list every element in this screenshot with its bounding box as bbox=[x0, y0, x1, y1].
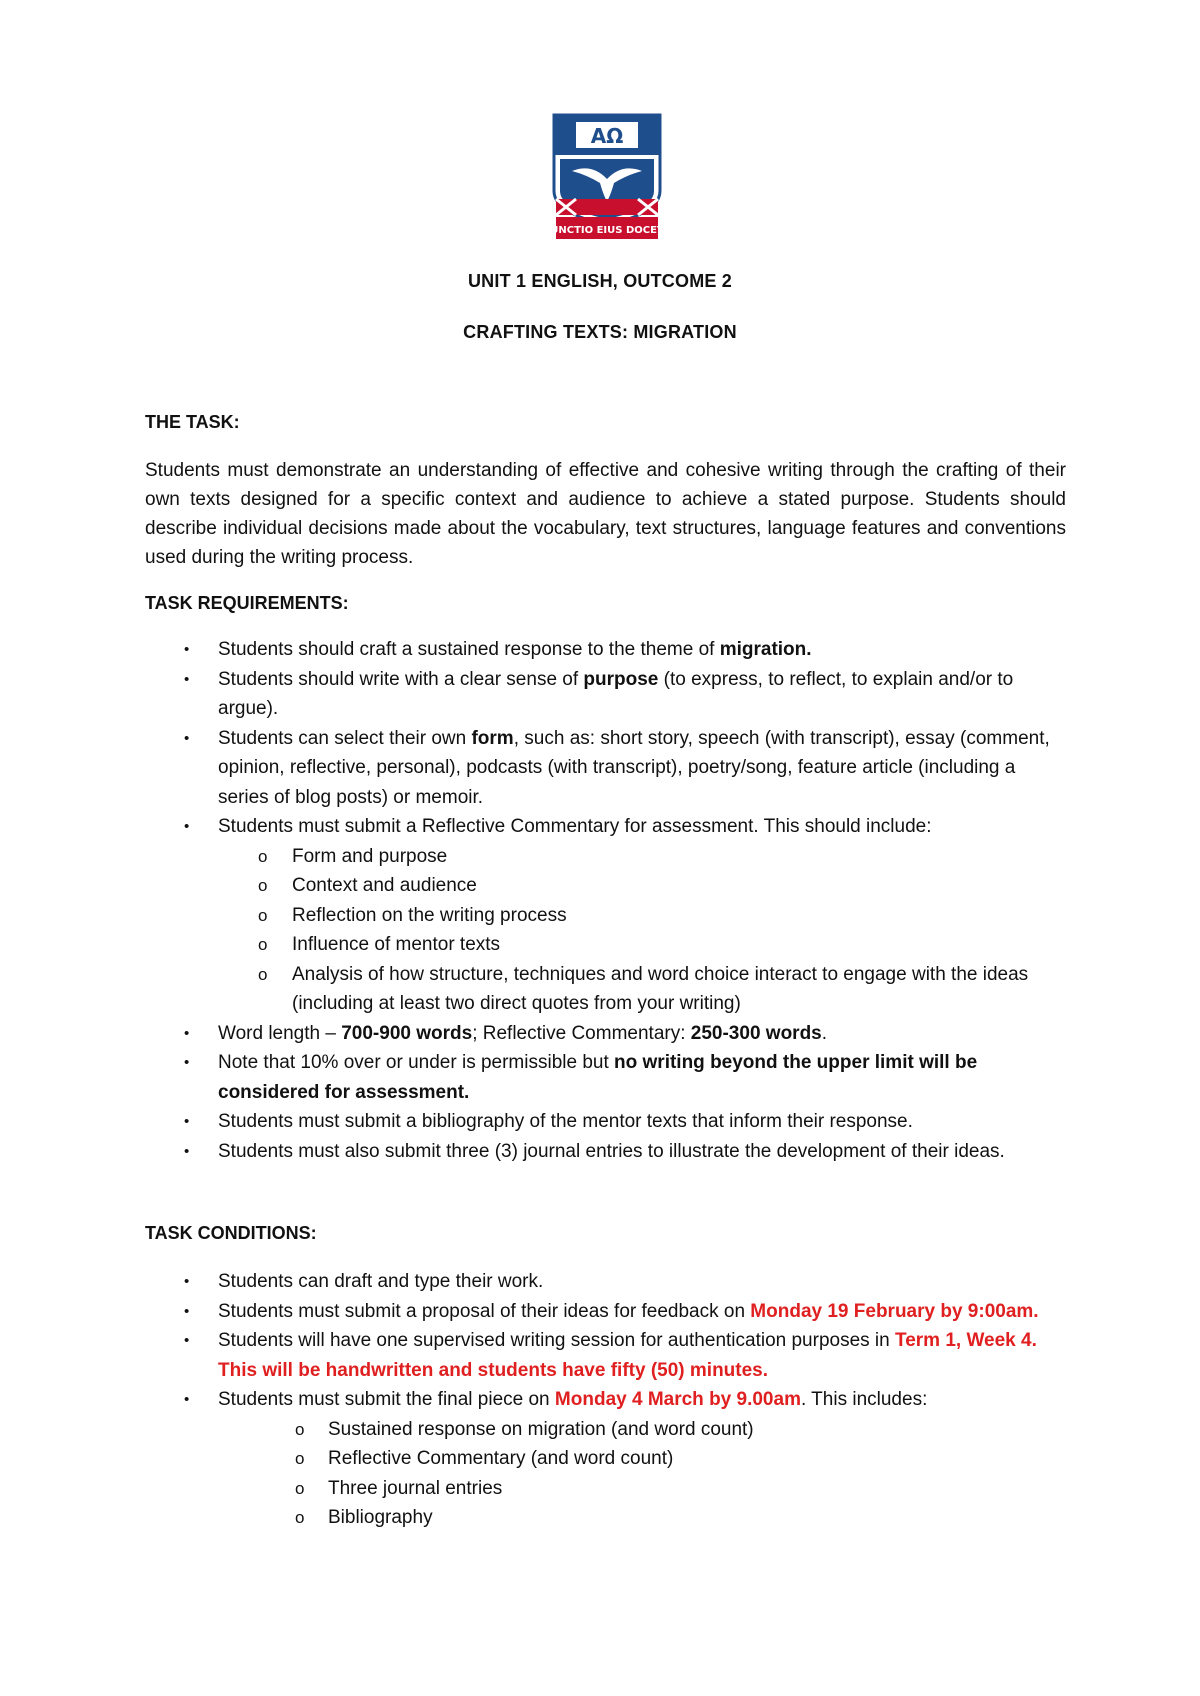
conditions-list bbox=[0, 1267, 1200, 1533]
sub-list-item: o Three journal entries bbox=[0, 1474, 1200, 1504]
list-item: • Students must also submit three (3) journal entries to illustrate the development of their ideas. bbox=[0, 1137, 1200, 1167]
conditions-heading: TASK CONDITIONS: bbox=[145, 1223, 317, 1243]
deadline-proposal: Monday 19 February by 9:00am. bbox=[750, 1300, 1039, 1322]
list-item: • Students must submit a Reflective Commentary for assessment. This should include: bbox=[0, 812, 1200, 842]
bullet-icon: • bbox=[184, 1302, 190, 1320]
bullet-icon: • bbox=[184, 1273, 190, 1290]
sub-bullet-icon: o bbox=[258, 935, 268, 954]
requirements-heading: TASK REQUIREMENTS: bbox=[145, 593, 349, 613]
sub-list-item: o Reflective Commentary (and word count) bbox=[0, 1444, 1200, 1474]
list-item: • Note that 10% over or under is permissible but no writing beyond the upper limit will be considered for assessment. bbox=[0, 1048, 1200, 1107]
sub-list-item: o Bibliography bbox=[0, 1503, 1200, 1533]
document-title-unit: UNIT 1 ENGLISH, OUTCOME 2 bbox=[467, 271, 733, 291]
task-description: Students must demonstrate an understanding of effective and cohesive writing through the crafting of their own texts designed for a specific context and audience to achieve a stated purpose. Students should describe individual decisions made about the vocabulary, text structures, language features and conventions used during the writing process. bbox=[145, 460, 1066, 568]
sub-bullet-icon: o bbox=[258, 846, 268, 866]
sub-bullet-icon: o bbox=[295, 1449, 305, 1468]
list-item: • Students must submit a proposal of their ideas for feedback on Monday 19 February by 9:00am. bbox=[0, 1297, 1200, 1327]
sub-bullet-icon: o bbox=[295, 1419, 305, 1439]
list-item: • Students must submit a bibliography of the mentor texts that inform their response. bbox=[0, 1107, 1200, 1137]
crest-icon bbox=[552, 113, 662, 243]
deadline-session: Term 1, Week 4. This will be handwritten and students have fifty (50) minutes. bbox=[218, 1330, 1037, 1381]
bullet-icon: • bbox=[184, 1142, 190, 1160]
bullet-icon: • bbox=[184, 1391, 190, 1408]
list-item: • Students will have one supervised writing session for authentication purposes in Term 1, Week 4. This will be handwritten and students have fifty (50) minutes. bbox=[0, 1326, 1200, 1385]
bullet-icon: • bbox=[184, 1024, 190, 1042]
list-item: • Students can select their own form, such as: short story, speech (with transcript), essay (comment, opinion, reflective, personal), podcasts (with transcript), poetry/song, feature article (including a series of blog posts) or memoir. bbox=[0, 724, 1200, 813]
bullet-icon: • bbox=[184, 641, 190, 658]
sub-bullet-icon: o bbox=[258, 964, 268, 984]
document-title-crafting: CRAFTING TEXTS: MIGRATION bbox=[463, 322, 737, 342]
svg-text:AΩ: AΩ bbox=[590, 124, 624, 148]
sub-list-item: o Context and audience bbox=[0, 871, 1200, 901]
task-heading: THE TASK: bbox=[145, 412, 240, 432]
list-item: • Students must submit the final piece on Monday 4 March by 9.00am. This includes: bbox=[0, 1385, 1200, 1415]
sub-bullet-icon: o bbox=[295, 1478, 305, 1498]
sub-list-item: o Influence of mentor texts bbox=[0, 930, 1200, 960]
bullet-icon: • bbox=[184, 729, 190, 747]
svg-text:UNCTIO EIUS DOCET: UNCTIO EIUS DOCET bbox=[552, 225, 662, 236]
sub-list-item: o Analysis of how structure, techniques and word choice interact to engage with the ideas (including at least two direct quotes from your writing) bbox=[0, 960, 1200, 1019]
sub-list-item: o Reflection on the writing process bbox=[0, 901, 1200, 931]
school-crest-logo bbox=[552, 113, 662, 243]
deadline-final: Monday 4 March by 9.00am bbox=[554, 1389, 801, 1410]
sub-list-item: o Sustained response on migration (and word count) bbox=[0, 1415, 1200, 1445]
sub-bullet-icon: o bbox=[258, 905, 268, 925]
list-item: • Students should craft a sustained response to the theme of migration. bbox=[0, 635, 1200, 665]
bullet-icon: • bbox=[184, 1054, 190, 1071]
requirements-list bbox=[0, 635, 1200, 1166]
sub-bullet-icon: o bbox=[295, 1508, 305, 1527]
bullet-icon: • bbox=[184, 818, 190, 835]
bullet-icon: • bbox=[184, 1113, 190, 1130]
list-item: • Students can draft and type their work. bbox=[0, 1267, 1200, 1297]
sub-list-item: o Form and purpose bbox=[0, 842, 1200, 872]
sub-bullet-icon: o bbox=[258, 876, 268, 895]
list-item: • Students should write with a clear sense of purpose (to express, to reflect, to explain and/or to argue). bbox=[0, 665, 1200, 724]
list-item: • Word length – 700-900 words; Reflective Commentary: 250-300 words. bbox=[0, 1019, 1200, 1049]
bullet-icon: • bbox=[184, 1332, 190, 1349]
bullet-icon: • bbox=[184, 670, 190, 688]
